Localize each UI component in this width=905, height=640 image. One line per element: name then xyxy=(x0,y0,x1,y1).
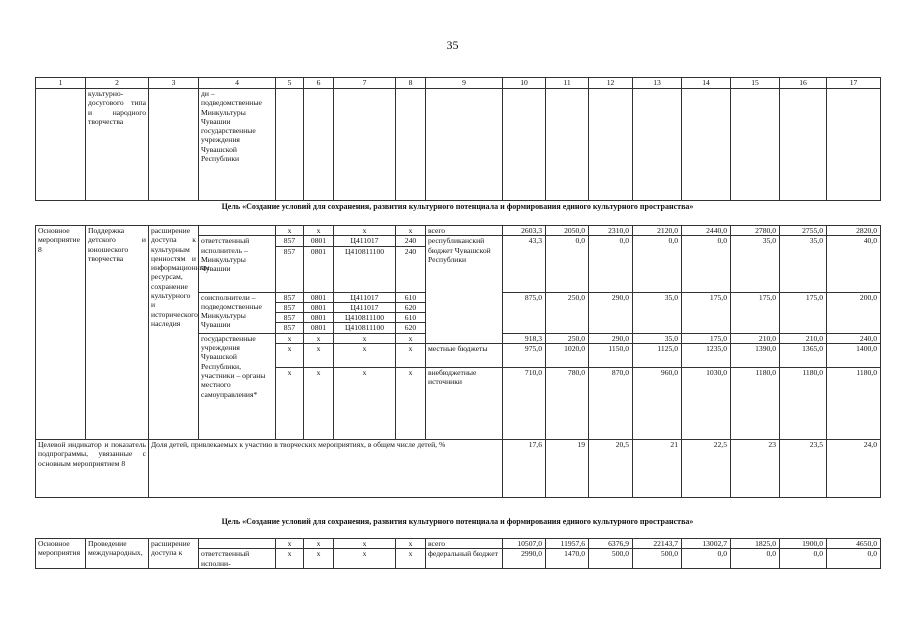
value: 290,0 xyxy=(589,333,633,343)
value: 2990,0 xyxy=(503,549,546,569)
header-col-7: 7 xyxy=(334,78,396,89)
measure-9-title: Основное мероприятия xyxy=(36,539,86,569)
code-c5: х xyxy=(276,539,304,549)
responsible-executor: ответственный исполни- xyxy=(199,549,276,569)
header-col-5: 5 xyxy=(276,78,304,89)
measure-8-name: Поддержка детского и юношеского творчества xyxy=(86,226,149,440)
source: всего xyxy=(426,539,503,549)
value: 1235,0 xyxy=(682,344,731,368)
value: 0,0 xyxy=(780,549,827,569)
value: 1825,0 xyxy=(731,539,780,549)
measure-8-row xyxy=(36,226,881,236)
indicator-label: Целевой индикатор и показатель подпрограммы, увязанные с основным мероприятием 8 xyxy=(36,440,149,498)
value: 4650,0 xyxy=(827,539,881,549)
code-c6: х xyxy=(304,539,334,549)
code-c7: х xyxy=(334,549,396,569)
value: 175,0 xyxy=(682,333,731,343)
value: 13002,7 xyxy=(682,539,731,549)
value: 1390,0 xyxy=(731,344,780,368)
code-c5: 857 xyxy=(276,292,304,302)
value: 35,0 xyxy=(780,236,827,292)
code-c8: х xyxy=(396,226,426,236)
value: 1180,0 xyxy=(827,368,881,440)
code-c6: 0801 xyxy=(304,246,334,292)
code-c8: 620 xyxy=(396,302,426,312)
value: 2820,0 xyxy=(827,226,881,236)
header-col-3: 3 xyxy=(149,78,199,89)
value: 500,0 xyxy=(633,549,682,569)
value: 43,3 xyxy=(503,236,546,292)
code-c7: х xyxy=(334,226,396,236)
code-c5: 857 xyxy=(276,236,304,246)
value: 35,0 xyxy=(633,333,682,343)
value: 40,0 xyxy=(827,236,881,292)
value: 1365,0 xyxy=(780,344,827,368)
value: 0,0 xyxy=(589,236,633,292)
measure-9-goal: расширение доступа к xyxy=(149,539,199,569)
page-number: 35 xyxy=(446,38,459,52)
code-c6: х xyxy=(304,226,334,236)
header-col-16: 16 xyxy=(780,78,827,89)
source: внебюджетные источники xyxy=(426,368,503,440)
value: 1030,0 xyxy=(682,368,731,440)
value: 22143,7 xyxy=(633,539,682,549)
indicator-value: 23 xyxy=(731,440,780,498)
value: 2603,3 xyxy=(503,226,546,236)
header-col-8: 8 xyxy=(396,78,426,89)
value: 0,0 xyxy=(731,549,780,569)
value: 35,0 xyxy=(633,292,682,333)
code-c8: 610 xyxy=(396,313,426,323)
code-c6: 0801 xyxy=(304,302,334,312)
code-c5: х xyxy=(276,344,304,368)
source: федеральный бюджет xyxy=(426,549,503,569)
value: 0,0 xyxy=(827,549,881,569)
value: 210,0 xyxy=(731,333,780,343)
header-col-15: 15 xyxy=(731,78,780,89)
header-col-17: 17 xyxy=(827,78,881,89)
code-c7: Ц411017 xyxy=(334,302,396,312)
value: 250,0 xyxy=(546,333,589,343)
code-c8: 240 xyxy=(396,246,426,292)
measure-8-blank xyxy=(199,226,276,236)
value: 875,0 xyxy=(503,292,546,333)
code-c8: х xyxy=(396,549,426,569)
header-col-1: 1 xyxy=(36,78,86,89)
indicator-value: 20,5 xyxy=(589,440,633,498)
code-c5: х xyxy=(276,226,304,236)
code-c6: 0801 xyxy=(304,236,334,246)
value: 240,0 xyxy=(827,333,881,343)
header-col-9: 9 xyxy=(426,78,503,89)
code-c5: х xyxy=(276,549,304,569)
value: 2755,0 xyxy=(780,226,827,236)
value: 10507,0 xyxy=(503,539,546,549)
code-c5: 857 xyxy=(276,246,304,292)
code-c8: х xyxy=(396,539,426,549)
value: 2050,0 xyxy=(546,226,589,236)
value: 0,0 xyxy=(633,236,682,292)
measure-8-title: Основное мероприятие 8 xyxy=(36,226,86,440)
indicator-value: 23,5 xyxy=(780,440,827,498)
header-col-4: 4 xyxy=(199,78,276,89)
code-c6: 0801 xyxy=(304,292,334,302)
source: всего xyxy=(426,226,503,236)
code-c7: Ц410811100 xyxy=(334,323,396,333)
code-c6: 0801 xyxy=(304,323,334,333)
value: 2440,0 xyxy=(682,226,731,236)
value: 250,0 xyxy=(546,292,589,333)
value: 1180,0 xyxy=(731,368,780,440)
indicator-value: 24,0 xyxy=(827,440,881,498)
state-institutions: государственные учреждения Чувашской Республики, участники – органы местного самоуправления* xyxy=(199,333,276,439)
value: 1470,0 xyxy=(546,549,589,569)
indicator-row xyxy=(36,440,881,498)
code-c6: х xyxy=(304,549,334,569)
value: 0,0 xyxy=(682,549,731,569)
code-c7: Ц411017 xyxy=(334,236,396,246)
goal-heading-1: Цель «Создание условий для сохранения, развития культурного потенциала и формирования единого культурного пространства» xyxy=(221,202,694,211)
header-col-13: 13 xyxy=(633,78,682,89)
code-c8: 610 xyxy=(396,292,426,302)
value: 1020,0 xyxy=(546,344,589,368)
code-c7: х xyxy=(334,539,396,549)
value: 200,0 xyxy=(827,292,881,333)
code-c6: 0801 xyxy=(304,313,334,323)
value: 1900,0 xyxy=(780,539,827,549)
code-c8: х xyxy=(396,344,426,368)
code-c8: 620 xyxy=(396,323,426,333)
value: 918,3 xyxy=(503,333,546,343)
code-c5: 857 xyxy=(276,313,304,323)
measure-9-blank xyxy=(199,539,276,549)
value: 960,0 xyxy=(633,368,682,440)
value: 290,0 xyxy=(589,292,633,333)
value: 1125,0 xyxy=(633,344,682,368)
value: 0,0 xyxy=(546,236,589,292)
value: 975,0 xyxy=(503,344,546,368)
code-c6: х xyxy=(304,344,334,368)
code-c5: 857 xyxy=(276,323,304,333)
value: 11957,6 xyxy=(546,539,589,549)
header-col-11: 11 xyxy=(546,78,589,89)
code-c7: Ц410811100 xyxy=(334,246,396,292)
indicator-value: 21 xyxy=(633,440,682,498)
code-c8: х xyxy=(396,333,426,343)
header-col-10: 10 xyxy=(503,78,546,89)
program-table xyxy=(35,77,881,201)
value: 175,0 xyxy=(780,292,827,333)
header-col-6: 6 xyxy=(304,78,334,89)
measure-8-goal: расширение доступа к культурным ценностям и информационным ресурсам, сохранение культурного и исторического наследия xyxy=(149,226,199,440)
code-c7: Ц410811100 xyxy=(334,313,396,323)
measure-9-table xyxy=(35,538,881,569)
value: 2310,0 xyxy=(589,226,633,236)
code-c5: х xyxy=(276,368,304,440)
value: 175,0 xyxy=(682,292,731,333)
header-row xyxy=(36,78,881,89)
value: 870,0 xyxy=(589,368,633,440)
responsible-executor: ответственный исполнитель – Минкультуры Чувашии xyxy=(199,236,276,292)
source: местные бюджеты xyxy=(426,344,503,368)
value: 780,0 xyxy=(546,368,589,440)
code-c7: Ц411017 xyxy=(334,292,396,302)
code-c6: х xyxy=(304,333,334,343)
indicator-value: 19 xyxy=(546,440,589,498)
header-col-14: 14 xyxy=(682,78,731,89)
code-c8: х xyxy=(396,368,426,440)
cont-col2: культурно-досугового типа и народного творчества xyxy=(86,89,149,201)
cont-col4: ди – подведомственные Минкультуры Чувашии государственные учреждения Чувашской Республики xyxy=(199,89,276,201)
measure-8-table xyxy=(35,225,881,498)
value: 1400,0 xyxy=(827,344,881,368)
value: 2780,0 xyxy=(731,226,780,236)
indicator-value: 17,6 xyxy=(503,440,546,498)
value: 0,0 xyxy=(682,236,731,292)
indicator-text: Доля детей, привлекаемых к участию в творческих мероприятиях, в общем числе детей, % xyxy=(149,440,503,498)
code-c5: 857 xyxy=(276,302,304,312)
value: 1150,0 xyxy=(589,344,633,368)
continuation-row xyxy=(36,89,881,201)
measure-9-row xyxy=(36,539,881,549)
code-c7: х xyxy=(334,368,396,440)
header-col-12: 12 xyxy=(589,78,633,89)
code-c7: х xyxy=(334,344,396,368)
value: 210,0 xyxy=(780,333,827,343)
code-c8: 240 xyxy=(396,236,426,246)
source: республиканский бюджет Чувашской Республики xyxy=(426,236,503,344)
indicator-value: 22,5 xyxy=(682,440,731,498)
value: 710,0 xyxy=(503,368,546,440)
goal-heading-2: Цель «Создание условий для сохранения, развития культурного потенциала и формирования единого культурного пространства» xyxy=(221,517,694,526)
co-executors: соисполнители – подведомственные Минкультуры Чувашии xyxy=(199,292,276,333)
value: 2120,0 xyxy=(633,226,682,236)
code-c5: х xyxy=(276,333,304,343)
value: 500,0 xyxy=(589,549,633,569)
value: 175,0 xyxy=(731,292,780,333)
value: 6376,9 xyxy=(589,539,633,549)
value: 35,0 xyxy=(731,236,780,292)
value: 1180,0 xyxy=(780,368,827,440)
measure-9-name: Проведение международных, xyxy=(86,539,149,569)
code-c6: х xyxy=(304,368,334,440)
code-c7: х xyxy=(334,333,396,343)
header-col-2: 2 xyxy=(86,78,149,89)
